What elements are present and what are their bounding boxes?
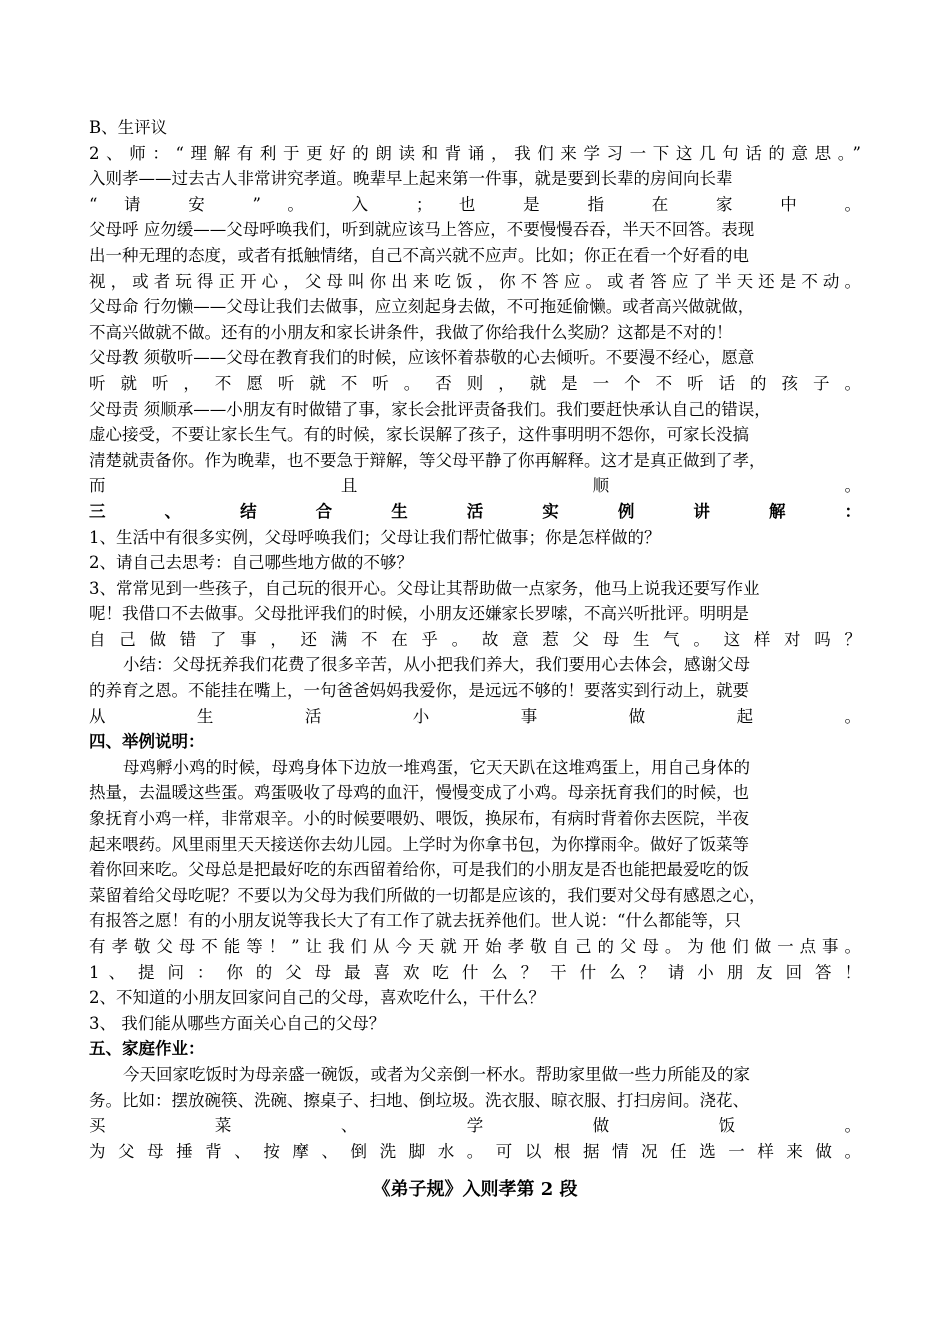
text-line: 为 父 母 捶 背 、 按 摩 、 倒 洗 脚 水 。 可 以 根 据 情 况 任 选 一 样 来 做 。 — [89, 1141, 861, 1161]
text-line: 务。比如：摆放碗筷、洗碗、擦桌子、扫地、倒垃圾。洗衣服、晾衣服、打扫房间。浇花、 — [89, 1090, 749, 1110]
text-line: 父母责 须顺承——小朋友有时做错了事，家长会批评责备我们。我们要赶快承认自己的错误， — [89, 399, 771, 419]
section-title: 《弟子规》入则孝第 2 段 — [372, 1179, 578, 1200]
text-line: 清楚就责备你。作为晚辈，也不要急于辩解，等父母平静了你再解释。这才是真正做到了孝， — [89, 450, 766, 470]
text-line: 父母呼 应勿缓——父母呼唤我们，听到就应该马上答应，不要慢慢吞吞，半天不回答。表现 — [89, 220, 755, 240]
text-line: 的养育之恩。不能挂在嘴上，一句爸爸妈妈我爱你，是远远不够的！要落实到行动上，就要 — [89, 681, 749, 701]
text-line: 3、常常见到一些孩子，自己玩的很开心。父母让其帮助做一点家务，他马上说我还要写作业 — [89, 578, 760, 598]
text-line: 1 、 提 问 ： 你 的 父 母 最 喜 欢 吃 什 么 ？ 干 什 么 ？ 请 小 朋 友 回 答 ！ — [89, 962, 861, 982]
text-line: 今天回家吃饭时为母亲盛一碗饭，或者为父亲倒一杯水。帮助家里做一些力所能及的家 — [123, 1064, 750, 1084]
text-line: 自 己 做 错 了 事 ， 还 满 不 在 乎 。 故 意 惹 父 母 生 气 。 这 样 对 吗 ？ — [89, 629, 861, 649]
text-line: 象抚育小鸡一样，非常艰辛。小的时候要喂奶、喂饭，换尿布，有病时背着你去医院，半夜 — [89, 809, 749, 829]
text-line: B、生评议 — [89, 118, 168, 137]
text-line: 3、 我们能从哪些方面关心自己的父母？ — [89, 1013, 386, 1033]
text-line: 视，或者玩得正开心，父母叫你出来吃饭，你不答应。或者答应了半天还是不动。 — [89, 271, 861, 291]
text-line: 着你回来吃。父母总是把最好吃的东西留着给你，可是我们的小朋友是否也能把最爱吃的饭 — [89, 860, 749, 880]
text-line: 从 生 活 小 事 做 起 。 — [89, 706, 861, 726]
text-line: 小结：父母抚养我们花费了很多辛苦，从小把我们养大，我们要用心去体会，感谢父母 — [123, 655, 750, 675]
text-line: 四、举例说明： — [89, 732, 205, 752]
text-line: 2、请自己去思考：自己哪些地方做的不够？ — [89, 553, 413, 573]
text-line: 三 、 结 合 生 活 实 例 讲 解 ： — [89, 501, 861, 521]
text-line: “ 请 安 ” 。 入 ； 也 是 指 在 家 中 。 — [89, 194, 861, 214]
document-body — [89, 115, 861, 1164]
text-line: 而 且 顺 。 — [89, 476, 861, 496]
text-line: 热量，去温暖这些蛋。鸡蛋吸收了母鸡的血汗，慢慢变成了小鸡。母亲抚育我们的时候，也 — [89, 783, 749, 803]
text-line: 出一种无理的态度，或者有抵触情绪，自己不高兴就不应声。比如；你正在看一个好看的电 — [89, 245, 749, 265]
text-line: 买 菜 、 学 做 饭 。 — [89, 1116, 861, 1136]
text-line: 2、师：“理解有利于更好的朗读和背诵，我们来学习一下这几句话的意思。” — [89, 143, 861, 163]
text-line: 有孝敬父母不能等！”让我们从今天就开始孝敬自己的父母。为他们做一点事。 — [89, 937, 861, 956]
text-line: 虚心接受，不要让家长生气。有的时候，家长误解了孩子，这件事明明不怨你，可家长没搞 — [89, 425, 749, 445]
text-line: 父母教 须敬听——父母在教育我们的时候，应该怀着恭敬的心去倾听。不要漫不经心，愿意 — [89, 348, 755, 368]
text-line: 不高兴做就不做。还有的小朋友和家长讲条件，我做了你给我什么奖励？这都是不对的！ — [89, 322, 733, 342]
text-line: 父母命 行勿懒——父母让我们去做事，应立刻起身去做，不可拖延偷懒。或者高兴做就做， — [89, 297, 755, 317]
text-line: 菜留着给父母吃呢？不要以为父母为我们所做的一切都是应该的，我们要对父母有感恩之心， — [89, 885, 766, 905]
text-line: 听 就 听 ， 不 愿 听 就 不 听 。 否 则 ， 就 是 一 个 不 听 话 的 孩 子 。 — [89, 373, 861, 393]
text-line: 有报答之愿！有的小朋友说等我长大了有工作了就去抚养他们。世人说：“什么都能等，只 — [89, 911, 741, 931]
text-line: 1、生活中有很多实例，父母呼唤我们；父母让我们帮忙做事；你是怎样做的？ — [89, 527, 661, 547]
text-line: 起来喂药。风里雨里天天接送你去幼儿园。上学时为你拿书包，为你撑雨伞。做好了饭菜等 — [89, 834, 749, 854]
text-line: 呢！我借口不去做事。父母批评我们的时候，小朋友还嫌家长罗嗦，不高兴听批评。明明是 — [89, 604, 749, 624]
text-line: 入则孝——过去古人非常讲究孝道。晚辈早上起来第一件事，就是要到长辈的房间向长辈 — [89, 169, 733, 189]
text-line: 五、家庭作业： — [89, 1039, 205, 1059]
text-line: 母鸡孵小鸡的时候，母鸡身体下边放一堆鸡蛋，它天天趴在这堆鸡蛋上，用自己身体的 — [123, 757, 750, 777]
text-line: 2、不知道的小朋友回家问自己的父母，喜欢吃什么，干什么？ — [89, 988, 545, 1008]
